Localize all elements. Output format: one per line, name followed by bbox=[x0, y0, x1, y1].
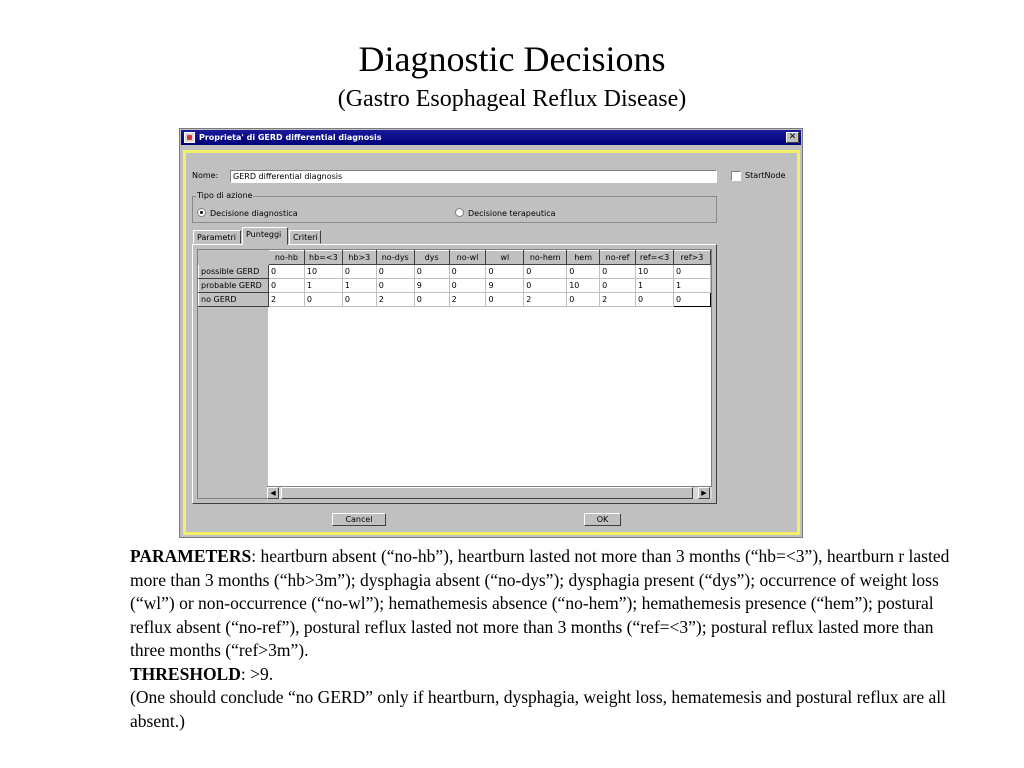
column-header[interactable]: dys bbox=[414, 251, 449, 265]
scroll-right-icon[interactable]: ▶ bbox=[698, 487, 710, 499]
column-header[interactable]: no-ref bbox=[600, 251, 636, 265]
cancel-button[interactable]: Cancel bbox=[332, 513, 386, 526]
table-cell[interactable]: 0 bbox=[600, 265, 636, 279]
table-cell[interactable]: 0 bbox=[636, 293, 674, 307]
table-cell[interactable]: 0 bbox=[268, 279, 304, 293]
table-header-row bbox=[199, 251, 711, 265]
start-node-checkbox[interactable] bbox=[731, 171, 741, 181]
table-row bbox=[199, 265, 711, 279]
name-label: Nome: bbox=[192, 171, 219, 180]
row-header: no GERD bbox=[199, 293, 269, 307]
row-header: possible GERD bbox=[199, 265, 269, 279]
row-header: probable GERD bbox=[199, 279, 269, 293]
table-cell[interactable]: 0 bbox=[449, 265, 486, 279]
table-cell[interactable]: 0 bbox=[268, 265, 304, 279]
threshold-text: : >9. bbox=[240, 663, 274, 684]
slide-title: Diagnostic Decisions bbox=[358, 39, 666, 79]
table-cell[interactable]: 0 bbox=[486, 265, 524, 279]
table-row bbox=[199, 293, 711, 307]
column-header[interactable]: no-wl bbox=[449, 251, 486, 265]
tab-punteggi[interactable]: Punteggi bbox=[242, 227, 288, 245]
table-cell[interactable]: 0 bbox=[600, 279, 636, 293]
table-cell[interactable]: 0 bbox=[486, 293, 524, 307]
close-icon[interactable]: ✕ bbox=[786, 132, 799, 143]
table-cell[interactable]: 1 bbox=[304, 279, 342, 293]
action-type-title: Tipo di azione bbox=[197, 191, 253, 200]
table-cell[interactable]: 10 bbox=[567, 279, 600, 293]
table-cell[interactable]: 0 bbox=[414, 293, 449, 307]
table-cell[interactable]: 0 bbox=[449, 279, 486, 293]
table-cell[interactable]: 2 bbox=[600, 293, 636, 307]
table-cell[interactable]: 0 bbox=[342, 265, 376, 279]
table-cell[interactable]: 0 bbox=[376, 265, 414, 279]
table-cell[interactable]: 0 bbox=[524, 265, 567, 279]
parameters-paragraph bbox=[130, 545, 950, 663]
table-cell[interactable]: 2 bbox=[268, 293, 304, 307]
diagnostic-radio[interactable] bbox=[197, 208, 206, 217]
table-cell[interactable]: 0 bbox=[567, 265, 600, 279]
column-header[interactable]: no-hb bbox=[268, 251, 304, 265]
column-header[interactable]: hem bbox=[567, 251, 600, 265]
table-cell[interactable]: 0 bbox=[524, 279, 567, 293]
table-cell[interactable]: 2 bbox=[449, 293, 486, 307]
table-cell[interactable]: 0 bbox=[304, 293, 342, 307]
table-cell[interactable]: 1 bbox=[636, 279, 674, 293]
table-cell[interactable]: 10 bbox=[304, 265, 342, 279]
name-input[interactable]: GERD differential diagnosis bbox=[230, 170, 717, 183]
dialog-title: Proprieta' di GERD differential diagnosis bbox=[199, 133, 382, 142]
table-cell[interactable]: 0 bbox=[674, 265, 711, 279]
tab-criteri[interactable]: Criteri bbox=[289, 230, 321, 244]
scroll-left-icon[interactable]: ◀ bbox=[267, 487, 279, 499]
table-cell[interactable]: 1 bbox=[674, 279, 711, 293]
app-icon bbox=[184, 132, 195, 143]
properties-dialog bbox=[179, 128, 803, 538]
scores-table-area bbox=[197, 249, 712, 499]
table-cell[interactable]: 1 bbox=[342, 279, 376, 293]
threshold-paragraph bbox=[130, 663, 950, 687]
therapeutic-radio-label: Decisione terapeutica bbox=[468, 209, 556, 218]
slide-caption bbox=[130, 545, 950, 733]
dialog-titlebar[interactable] bbox=[181, 130, 801, 145]
column-header[interactable]: no-dys bbox=[376, 251, 414, 265]
column-header[interactable]: ref>3 bbox=[674, 251, 711, 265]
column-header[interactable]: no-hem bbox=[524, 251, 567, 265]
table-cell[interactable]: 0 bbox=[376, 279, 414, 293]
slide-subtitle: (Gastro Esophageal Reflux Disease) bbox=[337, 86, 687, 112]
table-cell[interactable]: 2 bbox=[524, 293, 567, 307]
ok-button[interactable]: OK bbox=[584, 513, 621, 526]
table-cell[interactable]: 0 bbox=[567, 293, 600, 307]
scroll-thumb[interactable] bbox=[281, 487, 693, 499]
threshold-label: THRESHOLD bbox=[130, 663, 241, 684]
table-cell[interactable]: 10 bbox=[636, 265, 674, 279]
note-paragraph: (One should conclude “no GERD” only if heartburn, dysphagia, weight loss, hematemesis and postural reflux are all absent.) bbox=[130, 687, 946, 731]
therapeutic-radio[interactable] bbox=[455, 208, 464, 217]
table-cell-editing[interactable]: 0 bbox=[674, 293, 711, 307]
table-cell[interactable]: 0 bbox=[414, 265, 449, 279]
parameters-text: : heartburn absent (“no-hb”), heartburn lasted not more than 3 months (“hb=<3”), heartburn r lasted more than 3 months (“hb>3m”); dysphagia absent (“no-dys”); dysphagia present (“dys”); occurrence of weight loss (“wl”) or non-occurrence (“no-wl”); hemathemesis absence (“no-hem”); hemathemesis presence (“hem”); postural reflux absent (“no-ref”), postural reflux lasted not more than 3 months (“ref=<3”); postural reflux lasted more than three months (“ref>3m”). bbox=[130, 546, 950, 660]
table-cell[interactable]: 2 bbox=[376, 293, 414, 307]
table-corner bbox=[199, 251, 269, 265]
column-header[interactable]: wl bbox=[486, 251, 524, 265]
column-header[interactable]: ref=<3 bbox=[636, 251, 674, 265]
parameters-label: PARAMETERS bbox=[130, 546, 252, 566]
diagnostic-radio-label: Decisione diagnostica bbox=[210, 209, 298, 218]
scores-table bbox=[198, 250, 711, 307]
start-node-label: StartNode bbox=[745, 171, 786, 180]
table-row bbox=[199, 279, 711, 293]
column-header[interactable]: hb>3 bbox=[342, 251, 376, 265]
column-header[interactable]: hb=<3 bbox=[304, 251, 342, 265]
tab-parametri[interactable]: Parametri bbox=[193, 230, 241, 244]
table-cell[interactable]: 0 bbox=[342, 293, 376, 307]
table-cell[interactable]: 9 bbox=[414, 279, 449, 293]
table-cell[interactable]: 9 bbox=[486, 279, 524, 293]
horizontal-scrollbar[interactable] bbox=[267, 486, 712, 499]
